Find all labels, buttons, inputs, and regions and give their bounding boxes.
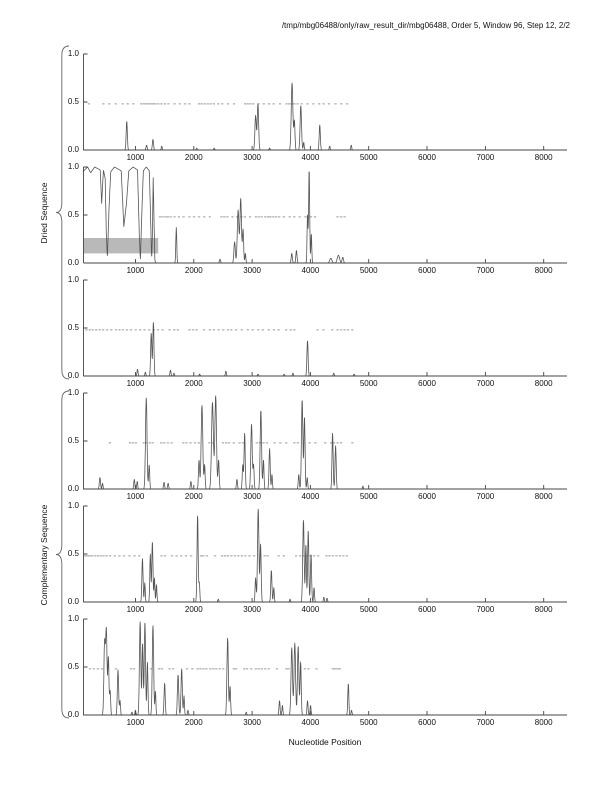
x-tick-label: 3000 (243, 153, 261, 162)
y-tick-label: 0.5 (67, 436, 79, 445)
group-label-dried-sequence: Dried Sequence (39, 182, 49, 244)
x-tick-label: 8000 (534, 718, 553, 727)
x-tick-label: 5000 (359, 379, 378, 388)
y-tick-label: 1.0 (67, 162, 79, 171)
x-tick-label: 3000 (243, 379, 261, 388)
panel-dried-2 (83, 167, 569, 265)
x-tick-label: 8000 (534, 492, 553, 501)
x-tick-label: 7000 (476, 266, 495, 275)
y-tick-label: 0.0 (67, 371, 79, 380)
x-tick-label: 1000 (126, 605, 145, 614)
y-tick-label: 0.5 (67, 323, 79, 332)
x-tick-label: 8000 (534, 153, 553, 162)
x-tick-label: 1000 (126, 379, 145, 388)
x-tick-label: 1000 (126, 718, 145, 727)
x-tick-label: 4000 (301, 492, 320, 501)
x-tick-label: 6000 (418, 718, 436, 727)
y-tick-label: 0.0 (67, 258, 79, 267)
y-tick-label: 0.0 (67, 710, 79, 719)
panel-dried-1 (83, 54, 569, 152)
y-tick-label: 0.0 (67, 145, 79, 154)
x-tick-label: 6000 (418, 492, 436, 501)
y-tick-label: 0.5 (67, 210, 79, 219)
x-tick-label: 5000 (359, 492, 378, 501)
x-tick-label: 2000 (184, 492, 203, 501)
x-tick-label: 8000 (534, 379, 553, 388)
y-tick-label: 0.5 (67, 97, 79, 106)
x-tick-label: 1000 (126, 266, 145, 275)
x-tick-label: 6000 (418, 153, 436, 162)
x-tick-label: 5000 (359, 718, 378, 727)
y-tick-label: 0.0 (67, 484, 79, 493)
x-tick-label: 7000 (476, 492, 495, 501)
panel-complementary-1 (83, 393, 569, 491)
x-tick-label: 8000 (534, 605, 553, 614)
sequence-curve (83, 83, 567, 150)
x-tick-label: 2000 (184, 379, 203, 388)
x-tick-label: 5000 (359, 605, 378, 614)
y-tick-label: 0.5 (67, 549, 79, 558)
x-tick-label: 2000 (184, 718, 203, 727)
y-tick-label: 1.0 (67, 388, 79, 397)
x-tick-label: 6000 (418, 605, 436, 614)
x-tick-label: 3000 (243, 492, 261, 501)
panel-complementary-2 (83, 506, 569, 604)
y-tick-label: 0.0 (67, 597, 79, 606)
x-tick-label: 5000 (359, 153, 378, 162)
panel-dried-3 (83, 280, 569, 378)
sequence-curve (83, 622, 567, 715)
x-tick-label: 6000 (418, 379, 436, 388)
sequence-curve (83, 322, 567, 376)
x-tick-label: 7000 (476, 718, 495, 727)
x-tick-label: 1000 (126, 492, 145, 501)
window-band (84, 238, 159, 253)
group-label-complementary-sequence: Complementary Sequence (39, 504, 49, 606)
panel-axes (84, 54, 568, 150)
y-tick-label: 1.0 (67, 275, 79, 284)
panel-axes (84, 280, 568, 376)
panel-axes (84, 393, 568, 489)
y-tick-label: 1.0 (67, 501, 79, 510)
x-tick-label: 8000 (534, 266, 553, 275)
y-tick-label: 1.0 (67, 49, 79, 58)
x-tick-label: 7000 (476, 153, 495, 162)
x-tick-label: 3000 (243, 605, 261, 614)
x-tick-label: 2000 (184, 605, 203, 614)
x-tick-label: 7000 (476, 379, 495, 388)
x-tick-label: 6000 (418, 266, 436, 275)
x-tick-label: 4000 (301, 379, 320, 388)
y-tick-label: 0.5 (67, 662, 79, 671)
x-tick-label: 5000 (359, 266, 378, 275)
x-axis-title: Nucleotide Position (288, 737, 362, 747)
x-tick-label: 3000 (243, 266, 261, 275)
y-tick-label: 1.0 (67, 614, 79, 623)
x-tick-label: 2000 (184, 266, 203, 275)
x-tick-label: 4000 (301, 605, 320, 614)
x-tick-label: 3000 (243, 718, 261, 727)
chart-title: /tmp/mbg06488/only/raw_result_dir/mbg06488, Order 5, Window 96, Step 12, 2/2 (281, 21, 570, 30)
x-tick-label: 1000 (126, 153, 145, 162)
x-tick-label: 4000 (301, 266, 320, 275)
x-tick-label: 2000 (184, 153, 203, 162)
x-tick-label: 7000 (476, 605, 495, 614)
x-tick-label: 4000 (301, 718, 320, 727)
sequence-curve (83, 509, 567, 602)
x-tick-label: 4000 (301, 153, 320, 162)
panel-complementary-3 (83, 619, 569, 717)
